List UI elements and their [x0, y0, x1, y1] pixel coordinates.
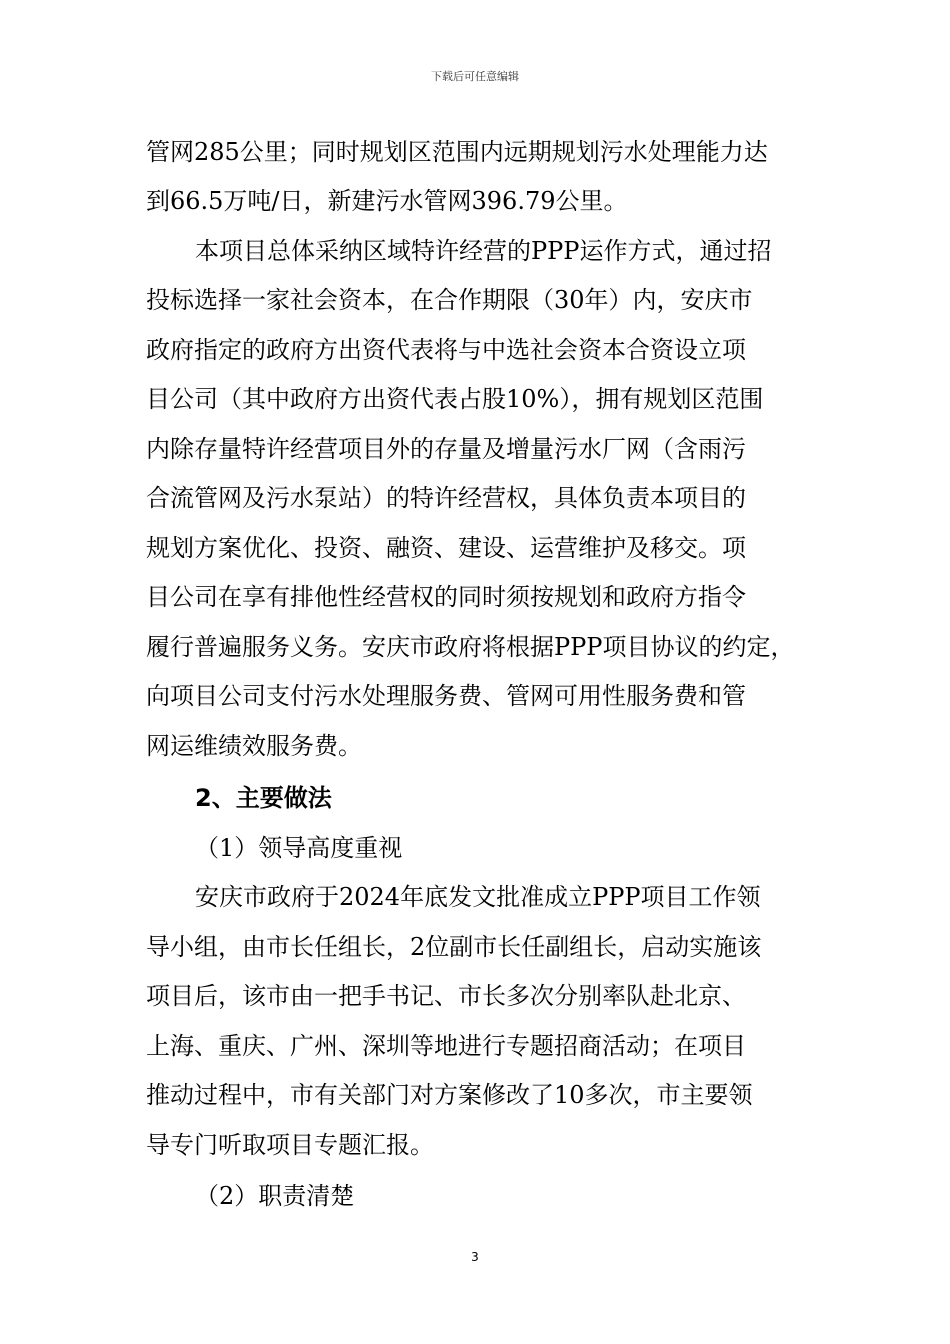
body-line: 目公司（其中政府方出资代表占股10%），拥有规划区范围: [146, 385, 764, 413]
body-line: 投标选择一家社会资本，在合作期限（30年）内，安庆市: [146, 286, 753, 314]
body-line: 导小组，由市长任组长，2位副市长任副组长，启动实施该: [146, 933, 762, 961]
subsection-heading: （2）职责清楚: [195, 1182, 355, 1210]
subsection-heading: （1）领导高度重视: [195, 834, 403, 862]
body-line: 到66.5万吨/日，新建污水管网396.79公里。: [146, 187, 628, 215]
body-line: 管网285公里；同时规划区范围内远期规划污水处理能力达: [146, 138, 768, 166]
body-line: 导专门听取项目专题汇报。: [146, 1131, 434, 1159]
body-line: 政府指定的政府方出资代表将与中选社会资本合资设立项: [146, 336, 746, 364]
body-line: 安庆市政府于2024年底发文批准成立PPP项目工作领: [195, 883, 761, 911]
page-header: 下载后可任意编辑: [431, 70, 519, 83]
body-line: 本项目总体采纳区域特许经营的PPP运作方式，通过招: [195, 237, 772, 265]
body-line: 网运维绩效服务费。: [146, 732, 362, 760]
body-line: 项目后，该市由一把手书记、市长多次分别率队赴北京、: [146, 982, 746, 1010]
body-line: 推动过程中，市有关部门对方案修改了10多次，市主要领: [146, 1081, 753, 1109]
page-number: 3: [471, 1250, 479, 1264]
body-line: 向项目公司支付污水处理服务费、管网可用性服务费和管: [146, 682, 746, 710]
body-line: 履行普遍服务义务。安庆市政府将根据PPP项目协议的约定，: [146, 633, 795, 661]
body-line: 合流管网及污水泵站）的特许经营权，具体负责本项目的: [146, 484, 746, 512]
section-heading: 2、主要做法: [195, 784, 332, 812]
body-line: 规划方案优化、投资、融资、建设、运营维护及移交。项: [146, 534, 746, 562]
body-line: 上海、重庆、广州、深圳等地进行专题招商活动；在项目: [146, 1032, 746, 1060]
body-line: 目公司在享有排他性经营权的同时须按规划和政府方指令: [146, 583, 746, 611]
body-line: 内除存量特许经营项目外的存量及增量污水厂网（含雨污: [146, 435, 746, 463]
